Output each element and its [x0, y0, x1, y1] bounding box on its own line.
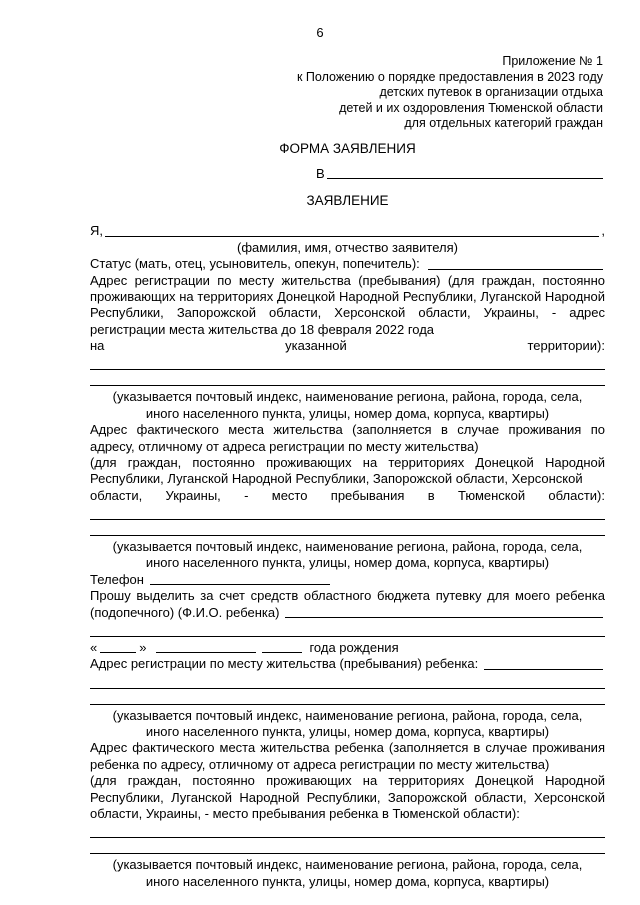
appendix-line: детей и их оздоровления Тюменской области [339, 100, 603, 115]
child-registration-label: Адрес регистрации по месту жительства (пребывания) ребенка: [90, 656, 479, 672]
applicant-label: Я, [90, 223, 103, 239]
actual-address-text-1: Адрес фактического места жительства (заполняется в случае проживания по адресу, отличному от адреса регистрации по месту жительства) [90, 422, 605, 454]
status-row [90, 256, 605, 272]
page-number: 6 [316, 25, 324, 40]
appendix-line: детских путевок в организации отдыха [379, 85, 603, 99]
phone-row [90, 572, 605, 588]
registration-address-end: на указанной территории): [90, 338, 605, 353]
applicant-comma: , [601, 223, 605, 239]
address-hint-line-1: (указывается почтовый индекс, наименование региона, района, города, села, [112, 389, 583, 405]
recipient-label: В [316, 166, 325, 181]
applicant-name-field[interactable] [105, 224, 599, 237]
registration-address-field-1[interactable] [90, 354, 605, 370]
form-title: ФОРМА ЗАЯВЛЕНИЯ [279, 141, 416, 156]
birth-date-row [90, 640, 605, 656]
actual-address-end: области, Украины, - место пребывания в Тюменской области): [90, 487, 605, 503]
child-actual-address-field-2[interactable] [90, 838, 605, 854]
birth-year-label: года рождения [309, 639, 399, 655]
child-registration-row [90, 656, 605, 672]
child-actual-address-field-1[interactable] [90, 822, 605, 838]
recipient-field[interactable] [327, 166, 603, 179]
registration-address-field-2[interactable] [90, 370, 605, 386]
appendix-header [283, 54, 603, 132]
status-label: Статус (мать, отец, усыновитель, опекун, попечитель): [90, 256, 420, 272]
address-hint-line-2: иного населенного пункта, улицы, номер дома, корпуса, квартиры) [145, 405, 550, 421]
address-hint-line-2: иного населенного пункта, улицы, номер дома, корпуса, квартиры) [145, 724, 550, 739]
applicant-row [90, 223, 605, 239]
status-field[interactable] [428, 257, 603, 270]
child-name-row [90, 605, 605, 621]
address-hint-line-1: (указывается почтовый индекс, наименование региона, района, города, села, [112, 539, 583, 554]
actual-address-field-2[interactable] [90, 520, 605, 536]
phone-field[interactable] [150, 572, 330, 585]
applicant-name-hint: (фамилия, имя, отчество заявителя) [237, 239, 458, 255]
child-name-field[interactable] [285, 605, 603, 618]
registration-address-text: Адрес регистрации по месту жительства (пребывания) (для граждан, постоянно проживающих на территориях Донецкой Народной Республики, Луганской Народной Республики, Запорожской области, Херсонской области, Украины, - адрес регистрации места жительства до 18 февраля 2022 года [90, 272, 605, 337]
birth-year-field[interactable] [262, 640, 302, 653]
birth-day-field[interactable] [100, 640, 136, 653]
address-hint-line-1: (указывается почтовый индекс, наименование региона, района, города, села, [112, 857, 583, 873]
birth-month-field[interactable] [156, 640, 256, 653]
request-text: Прошу выделить за счет средств областного бюджета путевку для моего ребенка [90, 588, 605, 604]
address-hint-line-1: (указывается почтовый индекс, наименование региона, района, города, села, [112, 707, 583, 723]
form-body [90, 140, 605, 890]
birth-close-quote: » [139, 639, 147, 655]
child-registration-field-3[interactable] [90, 689, 605, 705]
child-registration-field[interactable] [484, 657, 603, 670]
child-name-field-2[interactable] [90, 621, 605, 637]
recipient-row [316, 166, 605, 182]
child-name-label: (подопечного) (Ф.И.О. ребенка) [90, 604, 280, 620]
actual-address-field-1[interactable] [90, 504, 605, 520]
appendix-line: к Положению о порядке предоставления в 2023 году [296, 69, 603, 84]
birth-open-quote: « [90, 639, 98, 655]
address-hint-line-2: иного населенного пункта, улицы, номер дома, корпуса, квартиры) [145, 555, 550, 571]
statement-heading: ЗАЯВЛЕНИЕ [306, 193, 389, 209]
child-registration-field-2[interactable] [90, 673, 605, 689]
appendix-line: для отдельных категорий граждан [404, 116, 603, 130]
address-hint-line-2: иного населенного пункта, улицы, номер дома, корпуса, квартиры) [145, 873, 550, 889]
actual-address-text-2: (для граждан, постоянно проживающих на территориях Донецкой Народной Республики, Луганской Народной Республики, Запорожской области, Херсонской [90, 454, 605, 487]
phone-label: Телефон [90, 571, 144, 587]
child-actual-address-text-2: (для граждан, постоянно проживающих на территориях Донецкой Народной Республики, Луганской Народной Республики, Запорожской области, Херсонской области, Украины, - место пребывания ребенка в Тюменской области): [90, 773, 605, 821]
child-actual-address-text-1: Адрес фактического места жительства ребенка (заполняется в случае проживания ребенка по адресу, отличному от адреса регистрации по месту жительства) [90, 740, 605, 772]
appendix-line: Приложение № 1 [502, 54, 603, 68]
